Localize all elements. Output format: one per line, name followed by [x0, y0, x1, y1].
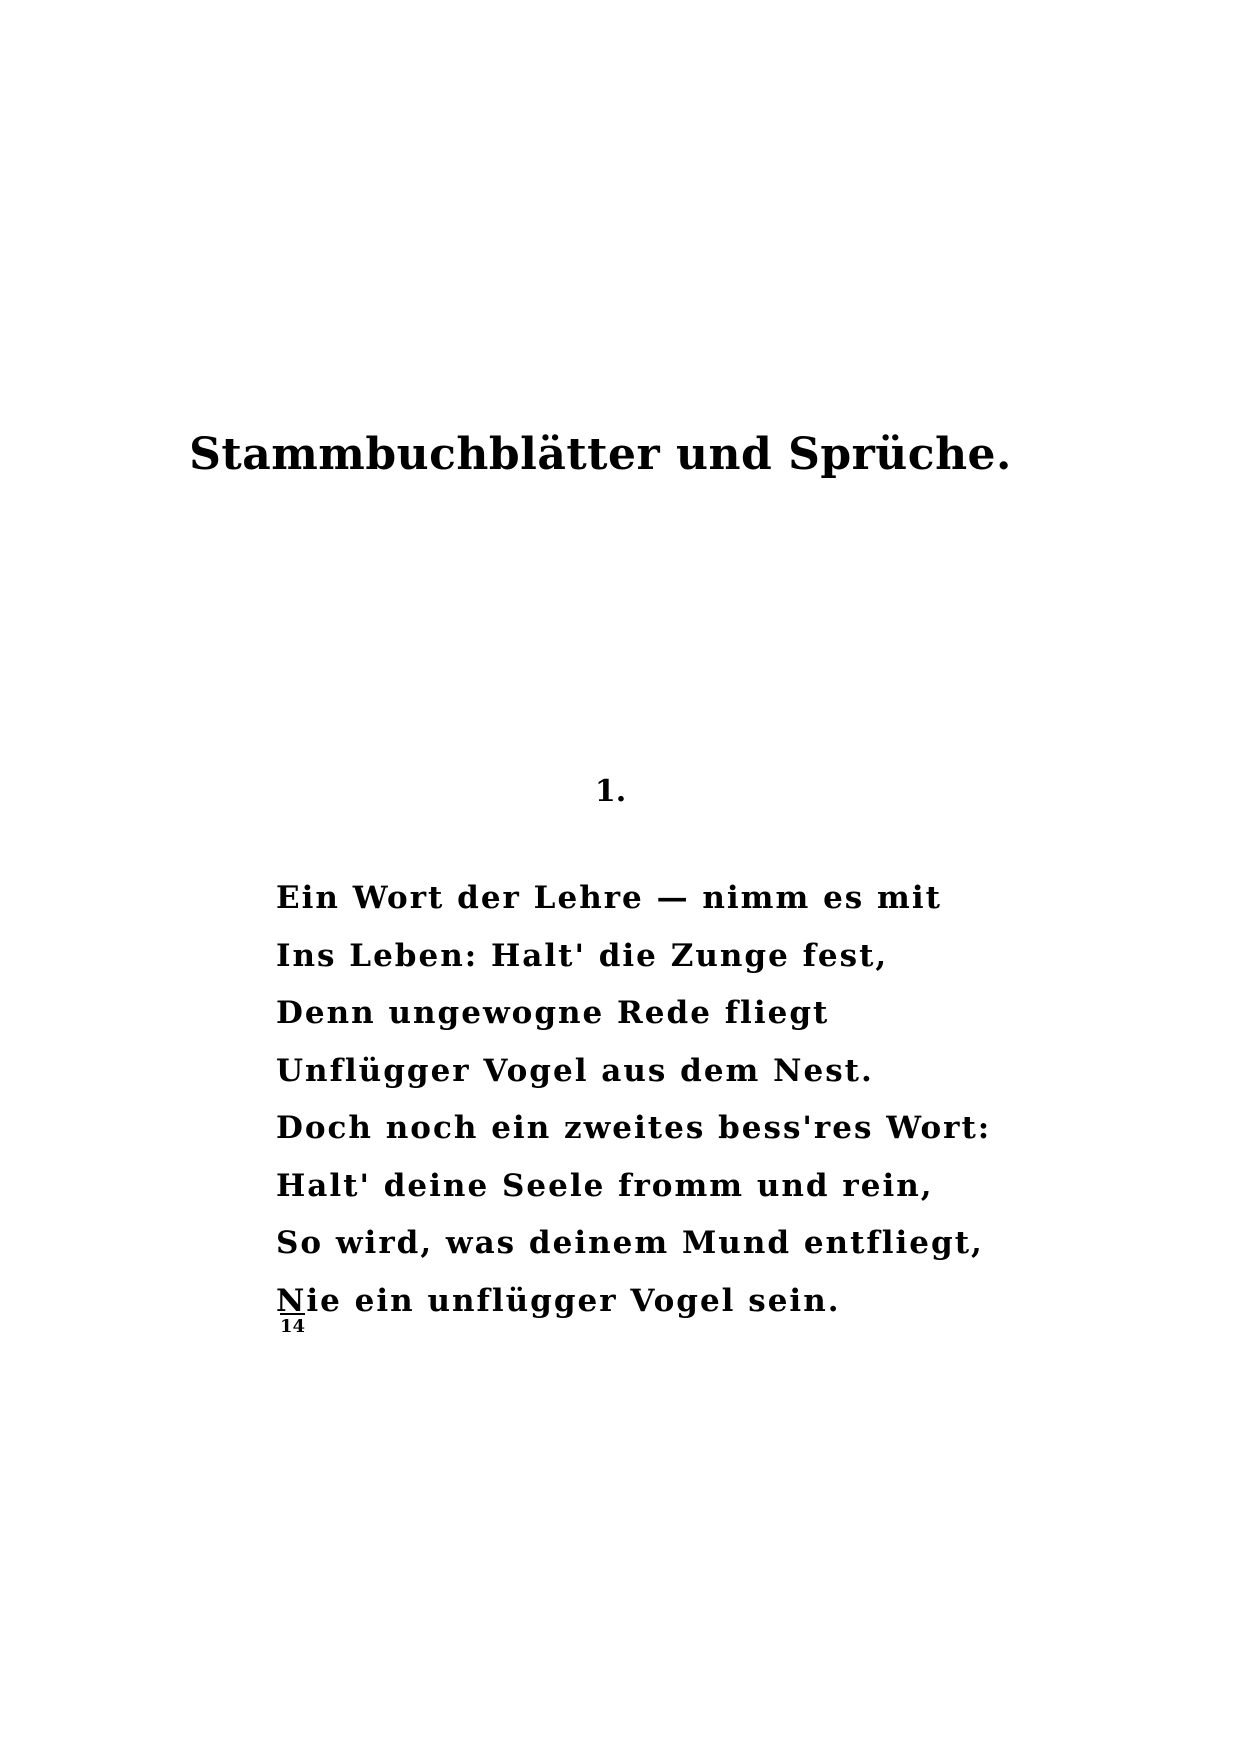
poem-line: Ins Leben: Halt' die Zunge fest,: [276, 937, 889, 974]
poem-line: Doch noch ein zweites bess'res Wort:: [276, 1110, 992, 1146]
page-title: Stammbuchblätter und Sprüche.: [189, 429, 1012, 480]
section-number: 1.: [594, 774, 627, 809]
poem-line: So wird, was deinem Mund entfliegt,: [276, 1225, 984, 1261]
poem-line: Ein Wort der Lehre — nimm es mit: [276, 880, 942, 916]
poem-line: Unflügger Vogel aus dem Nest.: [276, 1052, 874, 1089]
poem: [276, 870, 991, 1330]
poem-line: Nie ein unflügger Vogel sein.: [276, 1282, 841, 1319]
signature-mark: 14: [280, 1313, 305, 1338]
poem-line: Halt' deine Seele fromm und rein,: [276, 1167, 934, 1204]
poem-line: Denn ungewogne Rede fliegt: [276, 995, 830, 1031]
